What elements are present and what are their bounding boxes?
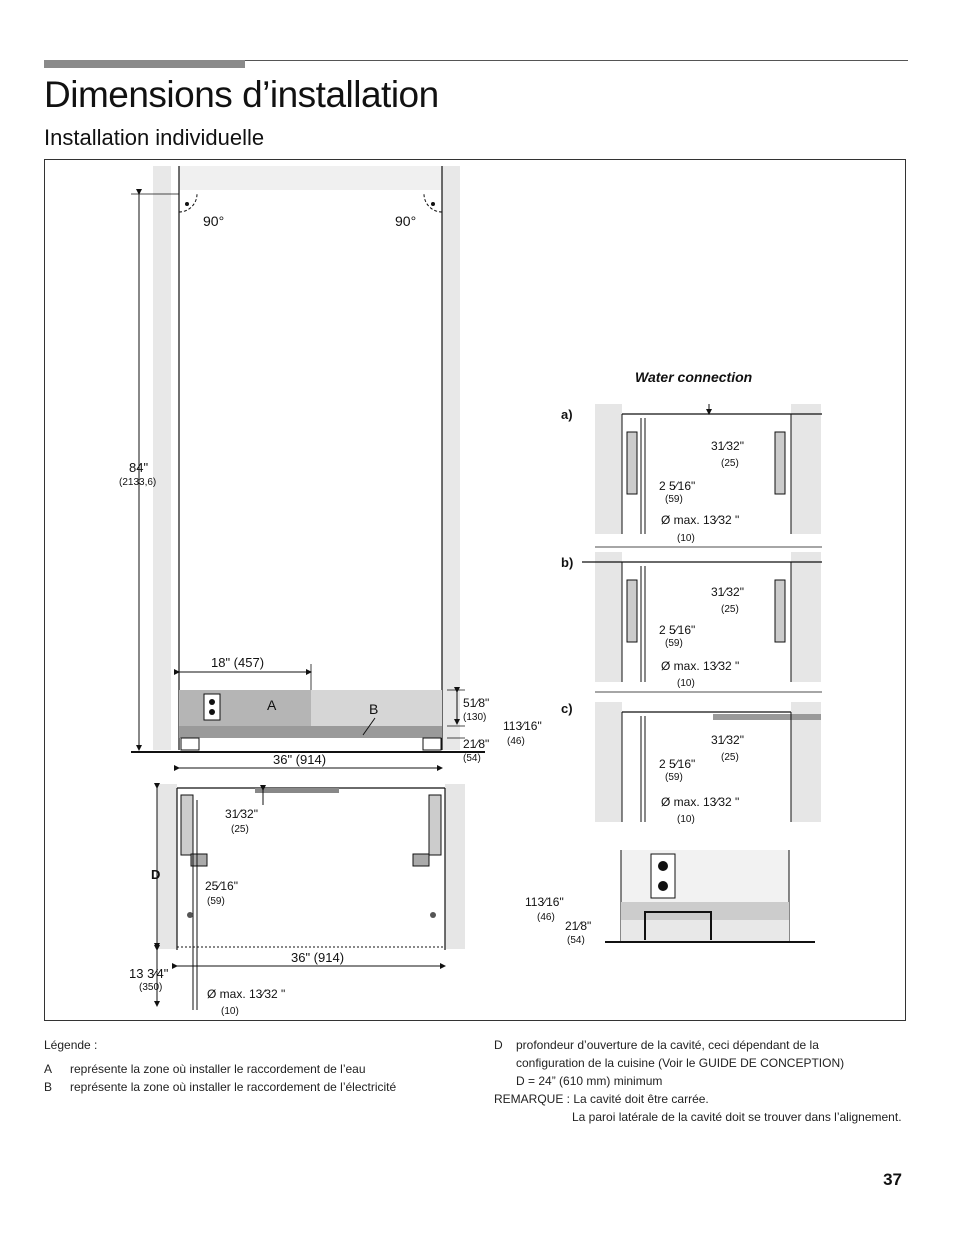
installation-diagram [44,159,906,1021]
detail-1-13-16: 113⁄16" [525,895,564,909]
left-wall [153,166,171,750]
panel-a-10: (10) [677,533,695,544]
dim-130: (130) [463,712,487,723]
panel-b-59: (59) [665,638,683,649]
panel-c [561,692,822,825]
panel-c-31-32: 31⁄32" [711,733,744,747]
front-elevation [119,166,542,768]
plan-31-32: 31⁄32" [225,807,258,821]
dim-2-1-8: 21⁄8" [463,737,490,751]
plan-max: Ø max. 13⁄32 " [207,987,286,1001]
plan-10: (10) [221,1006,239,1017]
detail-54: (54) [567,935,585,946]
height-label: 84" [129,460,149,475]
legend-item-a: A représente la zone où installer le raccordement de l’eau [44,1062,366,1076]
panel-c-59: (59) [665,772,683,783]
water-zone-a [179,690,311,726]
legend-d-line-3: D = 24” (610 mm) minimum [516,1074,663,1088]
legend-remark: REMARQUE : La cavité doit être carrée. [494,1092,709,1106]
panel-a-25: (25) [721,458,739,469]
zone-b-label: B [369,701,379,717]
dim-46: (46) [507,736,525,747]
legend-item-b: B représente la zone où installer le raccordement de l’électricité [44,1080,397,1094]
legend-remark-line-2: La paroi latérale de la cavité doit se trouver dans l’alignement. [572,1110,902,1124]
plan-view [129,784,465,1017]
outlet-icon [204,694,220,720]
page-number: 37 [883,1170,902,1189]
angle-right-label: 90° [395,213,417,229]
dim-54: (54) [463,753,481,764]
detail-2-1-8: 21⁄8" [565,919,592,933]
panel-c-label: c) [561,701,573,716]
legend-heading: Légende : [44,1038,98,1052]
panel-b [561,547,822,689]
legend-right [494,1036,914,1126]
angle-left-label: 90° [203,213,225,229]
water-connection-title: Water connection [635,369,753,385]
legend-left [44,1036,464,1096]
water-connection-panels [525,369,822,946]
outlet-detail-icon [651,854,675,898]
header-rule-accent [44,60,245,68]
installation-drawing [45,160,905,1020]
dim-5-1-8: 51⁄8" [463,696,490,710]
panel-a-max: Ø max. 13⁄32 " [661,513,740,527]
page-subtitle: Installation individuelle [44,125,265,150]
panel-b-label: b) [561,555,574,570]
panel-a-31-32: 31⁄32" [711,439,744,453]
panel-a-label: a) [561,407,573,422]
panel-a-59: (59) [665,494,683,505]
panel-c-25: (25) [721,752,739,763]
outlet-detail [525,850,815,946]
panel-a [561,404,822,544]
plan-2-5-16: 25⁄16" [205,879,238,893]
plan-25: (25) [231,824,249,835]
width-36-front-label: 36" (914) [273,752,327,767]
plan-350: (350) [139,982,163,993]
panel-b-10: (10) [677,678,695,689]
panel-c-10: (10) [677,814,695,825]
panel-a-2-5-16: 2 5⁄16" [659,479,696,493]
height-mm-label: (2133,6) [119,477,157,488]
plan-13-3-4: 13 3⁄4" [129,966,169,981]
detail-46: (46) [537,912,555,923]
page-title: Dimensions d’installation [44,74,439,115]
panel-b-max: Ø max. 13⁄32 " [661,659,740,673]
right-wall [442,166,460,750]
zone-a-label: A [267,697,277,713]
panel-b-31-32: 31⁄32" [711,585,744,599]
electric-zone-b [179,726,442,738]
dim-1-13-16: 113⁄16" [503,719,542,733]
width-18-label: 18" (457) [211,655,265,670]
plan-36-label: 36" (914) [291,950,345,965]
legend-d-line-2: configuration de la cuisine (Voir le GUIDE DE CONCEPTION) [516,1056,845,1070]
panel-c-max: Ø max. 13⁄32 " [661,795,740,809]
panel-c-2-5-16: 2 5⁄16" [659,757,696,771]
legend-item-d: D profondeur d’ouverture de la cavité, ceci dépendant de la [494,1038,819,1052]
label-d: D [151,867,161,882]
plan-59: (59) [207,896,225,907]
panel-b-2-5-16: 2 5⁄16" [659,623,696,637]
panel-b-25: (25) [721,604,739,615]
